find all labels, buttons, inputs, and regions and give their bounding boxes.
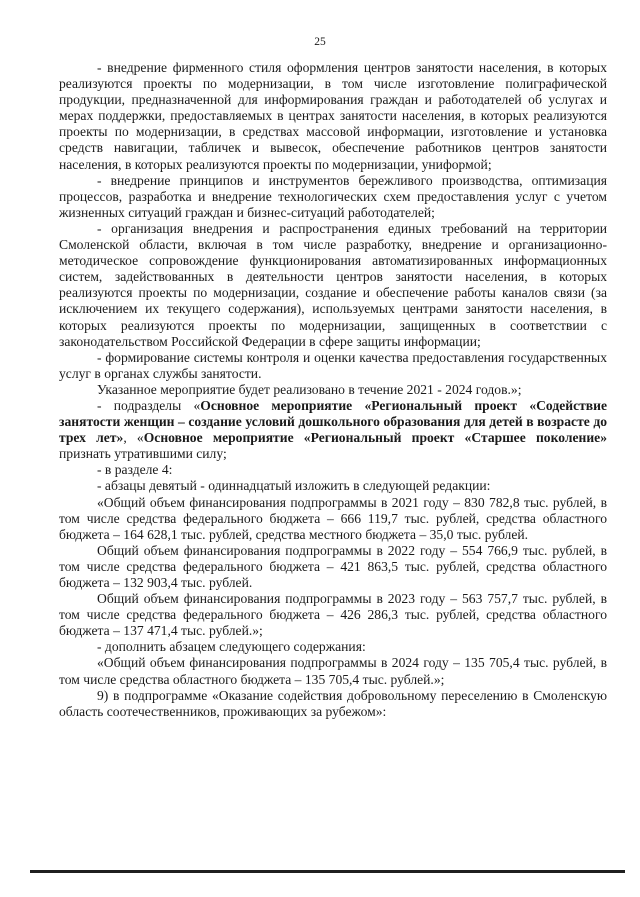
repeal-lead-text: - подразделы « <box>97 397 201 413</box>
paragraph-branding: - внедрение фирменного стиля оформления центров занятости населения, в которых реализуются проекты по модернизации, в том числе изготовление полиграфической продукции, предназначенной для информирования граждан и работодателей об услугах и мерах поддержки, предоставляемых в центрах занятости населения, в которых реализуются проекты по модернизации, в средствах массовой информации, изготовление и установка средств навигации, табличек и вывесок, обеспечение работников центров занятости населения, в которых реализуются проекты по модернизации, униформой; <box>59 60 607 172</box>
paragraph-unified-requirements: - организация внедрения и распространения единых требований на территории Смоленской области, включая в том числе разработку, внедрение и организационно-методическое сопровождение функционирования автоматизированных информационных систем, задействованных в деятельности центров занятости населения, в которых реализуются проекты по модернизации, создание и обеспечение работы каналов связи (за исключением их текущего содержания), используемых центрами занятости населения, в которых реализуются проекты по модернизации, защищенных в соответствии с законодательством Российской Федерации в сфере защиты информации; <box>59 220 607 349</box>
paragraph-resettlement-subprogram: 9) в подпрограмме «Оказание содействия добровольному переселению в Смоленскую область соотечественников, проживающих за рубежом»: <box>59 687 607 719</box>
paragraph-section-4: - в разделе 4: <box>97 462 173 478</box>
paragraph-new-wording: - абзацы девятый - одиннадцатый изложить в следующей редакции: <box>97 478 491 494</box>
paragraph-funding-2021: «Общий объем финансирования подпрограммы в 2021 году – 830 782,8 тыс. рублей, в том числе средства федерального бюджета – 666 119,7 тыс. рублей, средства областного бюджета – 164 628,1 тыс. рублей, средства местного бюджета – 35,0 тыс. рублей. <box>59 494 607 542</box>
paragraph-funding-2022: Общий объем финансирования подпрограммы в 2022 году – 554 766,9 тыс. рублей, в том числе средства федерального бюджета – 421 863,5 тыс. рублей, средства областного бюджета – 132 903,4 тыс. рублей. <box>59 542 607 590</box>
page-number: 25 <box>314 36 326 48</box>
repeal-tail-text: признать утратившими силу; <box>59 446 227 462</box>
bottom-divider <box>30 870 625 873</box>
paragraph-repealed-subsections <box>59 398 607 462</box>
paragraph-implementation-period: Указанное мероприятие будет реализовано в течение 2021 - 2024 годов.»; <box>97 381 522 397</box>
paragraph-add-paragraph: - дополнить абзацем следующего содержания: <box>97 639 366 655</box>
repeal-mid-text: , « <box>123 430 144 446</box>
paragraph-quality-control: - формирование системы контроля и оценки качества предоставления государственных услуг в органах службы занятости. <box>59 349 607 381</box>
paragraph-funding-2024: «Общий объем финансирования подпрограммы в 2024 году – 135 705,4 тыс. рублей, в том числе средства областного бюджета – 135 705,4 тыс. рублей.»; <box>59 655 607 687</box>
paragraph-funding-2023: Общий объем финансирования подпрограммы в 2023 году – 563 757,7 тыс. рублей, в том числе средства федерального бюджета – 426 286,3 тыс. рублей, средства областного бюджета – 137 471,4 тыс. рублей.»; <box>59 591 607 639</box>
repeal-bold-older-generation: Основное мероприятие «Региональный проект «Старшее поколение» <box>143 430 608 446</box>
document-body <box>59 60 607 720</box>
paragraph-lean-production: - внедрение принципов и инструментов бережливого производства, оптимизация процессов, разработка и внедрение технологических схем предоставления услуг с учетом жизненных ситуаций граждан и бизнес-ситуаций работодателей; <box>59 172 607 220</box>
repeal-bold-women-employment: Основное мероприятие «Региональный проект «Содействие занятости женщин – создание условий дошкольного образования для детей в возрасте до трех лет» <box>59 397 607 446</box>
